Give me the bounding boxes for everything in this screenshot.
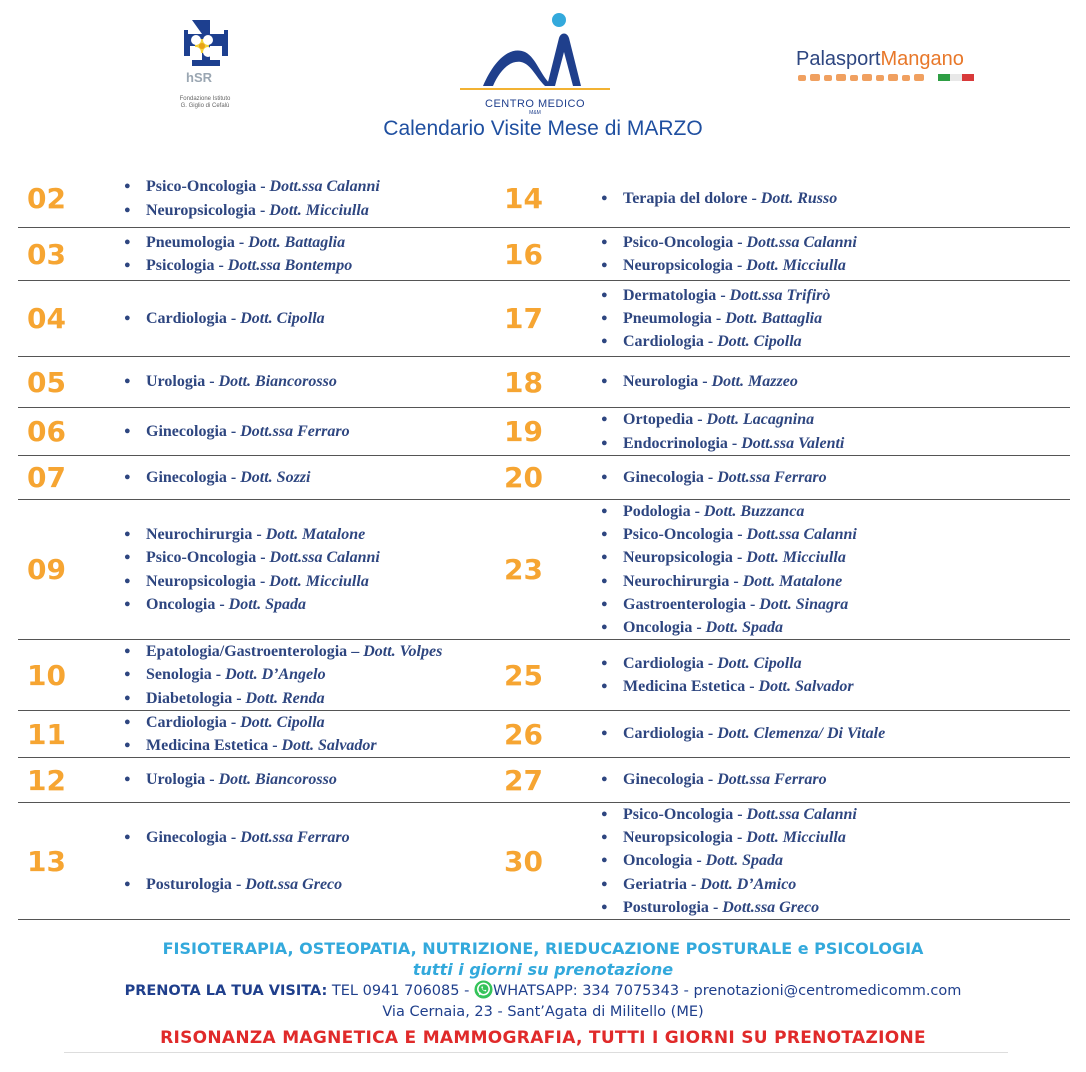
specialty: Gastroenterologia — [623, 595, 746, 613]
calendar-row — [18, 357, 1070, 408]
visit-item — [601, 768, 1070, 791]
separator: - — [686, 875, 701, 893]
calendar-cell-left — [18, 500, 500, 639]
separator: - — [226, 309, 241, 327]
calendar-cell-left — [18, 228, 500, 280]
doctor-name: Dott. Buzzanca — [703, 502, 805, 520]
doctor-name: Dott.ssa Trifirò — [729, 286, 831, 304]
whatsapp-icon — [474, 980, 493, 999]
calendar-cell-left — [18, 170, 500, 227]
visit-item — [601, 593, 1070, 616]
calendar-cell-right — [500, 408, 1070, 455]
visit-item — [124, 370, 500, 393]
day-number: 03 — [27, 237, 66, 271]
visit-list — [601, 466, 1070, 489]
visit-item — [601, 284, 1070, 307]
hsr-caption-line2: G. Giglio di Cefalù — [180, 103, 230, 109]
doctor-name: Dott. Volpes — [363, 643, 443, 661]
address-line: Via Cernaia, 23 - Sant’Agata di Militello (ME) — [382, 1004, 704, 1020]
doctor-name: Dott. Battaglia — [248, 233, 346, 251]
specialty: Diabetologia — [146, 689, 233, 707]
visit-list — [124, 307, 500, 330]
separator: - — [234, 233, 249, 251]
specialty: Posturologia — [146, 876, 232, 893]
specialty: Neurochirurgia — [146, 526, 253, 544]
visit-list — [601, 652, 1070, 698]
booking-phone: TEL 0941 706085 - — [331, 983, 470, 999]
separator: - — [733, 233, 747, 251]
visit-item — [124, 734, 500, 757]
visit-item — [601, 466, 1070, 489]
separator: - — [256, 178, 270, 196]
separator: - — [729, 572, 743, 590]
day-number: 27 — [504, 763, 543, 797]
calendar-cell-right — [500, 228, 1070, 280]
visit-item — [601, 873, 1070, 896]
visit-list — [124, 523, 500, 616]
centro-medico-name: CENTRO MEDICO — [485, 98, 585, 110]
separator: - — [226, 468, 241, 486]
visit-item — [601, 408, 1070, 431]
visit-item — [601, 896, 1070, 919]
doctor-name: Dott. D’Angelo — [225, 666, 326, 684]
separator: - — [205, 373, 219, 391]
doctor-name: Dott. Spada — [705, 852, 784, 870]
day-number: 26 — [504, 717, 543, 751]
specialty: Podologia — [623, 502, 691, 520]
specialty: Pneumologia — [623, 309, 712, 327]
visit-item — [124, 687, 500, 710]
visit-item — [601, 803, 1070, 826]
specialty: Dermatologia — [623, 286, 717, 304]
visit-item — [124, 711, 500, 734]
page-footer — [0, 938, 1086, 1053]
specialty: Medicina Estetica — [146, 737, 269, 754]
specialty: Senologia — [146, 666, 212, 684]
visit-item — [124, 523, 500, 546]
booking-label: PRENOTA LA TUA VISITA: — [124, 983, 328, 999]
visit-list — [601, 370, 1070, 393]
visit-list — [124, 640, 500, 710]
visit-list — [124, 175, 500, 221]
doctor-name: Dott. Biancorosso — [218, 373, 337, 391]
visit-item — [601, 826, 1070, 849]
doctor-name: Dott. Micciulla — [746, 257, 846, 274]
specialty: Psico-Oncologia — [146, 549, 257, 567]
specialty: Neuropsicologia — [623, 829, 733, 847]
visit-item — [124, 254, 500, 277]
visit-item — [124, 570, 500, 593]
calendar-cell-left — [18, 803, 500, 919]
calendar-row — [18, 281, 1070, 357]
visit-list — [601, 284, 1070, 354]
calendar-row — [18, 758, 1070, 803]
palasport-name: Palasport — [796, 48, 881, 70]
day-number: 04 — [27, 302, 66, 335]
visit-list — [124, 826, 500, 896]
visit-list — [124, 768, 500, 791]
specialty: Medicina Estetica — [623, 678, 746, 695]
day-number: 20 — [504, 461, 543, 494]
visit-item — [124, 873, 500, 896]
doctor-name: Dott. Sozzi — [240, 468, 311, 486]
visit-item — [601, 546, 1070, 569]
separator: - — [711, 309, 726, 327]
separator: - — [745, 678, 759, 695]
separator: - — [215, 595, 229, 613]
hsr-caption-line1: Fondazione Istituto — [179, 96, 231, 102]
separator: - — [205, 771, 219, 789]
visit-item — [124, 307, 500, 330]
separator: - — [690, 502, 704, 520]
separator: - — [703, 468, 718, 486]
calendar-cell-right — [500, 170, 1070, 227]
page-title: Calendario Visite Mese di MARZO — [383, 117, 703, 140]
day-number: 12 — [27, 763, 66, 797]
visit-item — [601, 370, 1070, 393]
separator: - — [732, 257, 747, 274]
doctor-name: Dott. Spada — [228, 595, 307, 613]
bottom-divider — [64, 1052, 1008, 1053]
visit-list — [601, 768, 1070, 791]
calendar-cell-left — [18, 640, 500, 710]
calendar-cell-left — [18, 456, 500, 499]
doctor-name: Dott.ssa Bontempo — [227, 257, 353, 274]
separator: - — [733, 526, 747, 544]
doctor-name: Dott.ssa Calanni — [746, 233, 857, 251]
separator: - — [727, 434, 742, 452]
doctor-name: Dott. Cipolla — [240, 713, 325, 731]
separator: - — [708, 898, 723, 916]
separator: - — [255, 201, 270, 219]
visit-list — [601, 187, 1070, 210]
doctor-name: Dott. Sinagra — [759, 595, 849, 613]
doctor-name: Dott.ssa Ferraro — [240, 828, 350, 846]
visit-item — [601, 523, 1070, 546]
visit-item — [601, 307, 1070, 330]
calendar-row — [18, 640, 1070, 711]
doctor-name: Dott.ssa Calanni — [746, 806, 857, 823]
specialty: Geriatria — [623, 875, 687, 893]
visit-item — [124, 826, 500, 849]
day-number: 05 — [27, 365, 66, 399]
day-number: 09 — [27, 553, 66, 586]
specialty: Ginecologia — [146, 828, 227, 846]
doctor-name: Dott. Salvador — [758, 678, 854, 695]
specialty: Psico-Oncologia — [623, 233, 734, 251]
visit-item — [601, 330, 1070, 353]
visit-item — [124, 640, 500, 663]
day-number: 10 — [27, 658, 66, 692]
day-number: 30 — [504, 844, 543, 878]
separator: - — [231, 876, 246, 893]
separator: – — [347, 643, 364, 661]
specialty: Psico-Oncologia — [146, 178, 257, 196]
visit-item — [601, 432, 1070, 455]
separator: - — [703, 725, 718, 743]
doctor-name: Dott. Cipolla — [717, 654, 802, 672]
separator: - — [703, 333, 718, 351]
day-number: 23 — [504, 553, 543, 586]
doctor-name: Dott. Spada — [705, 618, 784, 636]
specialty: Ginecologia — [623, 468, 704, 486]
separator: - — [698, 373, 712, 391]
visit-item — [601, 652, 1070, 675]
specialty: Urologia — [146, 373, 206, 391]
specialty: Ginecologia — [623, 771, 704, 789]
separator: - — [268, 737, 282, 754]
specialty: Neuropsicologia — [146, 201, 256, 219]
visit-item — [124, 466, 500, 489]
booking-line — [0, 980, 1086, 1002]
doctor-name: Dott. Micciulla — [746, 829, 846, 847]
visit-item — [601, 187, 1070, 210]
specialty: Psicologia — [146, 257, 215, 274]
visit-list — [601, 500, 1070, 639]
specialty: Ortopedia — [623, 411, 694, 429]
mri-line: RISONANZA MAGNETICA E MAMMOGRAFIA, TUTTI I GIORNI SU PRENOTAZIONE — [160, 1028, 926, 1048]
hsr-letters: hSR — [186, 70, 212, 85]
calendar-cell-right — [500, 803, 1070, 919]
specialty: Neurologia — [623, 373, 699, 391]
calendar-row — [18, 456, 1070, 500]
doctor-name: Dott.ssa Ferraro — [240, 422, 350, 440]
specialty: Cardiologia — [623, 725, 704, 743]
visit-list — [601, 803, 1070, 919]
separator: - — [692, 618, 706, 636]
day-number: 13 — [27, 844, 66, 878]
specialty: Ginecologia — [146, 468, 227, 486]
day-number: 18 — [504, 365, 543, 399]
doctor-name: Dott.ssa Valenti — [741, 434, 845, 452]
separator: - — [226, 422, 241, 440]
doctor-name: Dott. D’Amico — [700, 875, 797, 893]
specialty: Cardiologia — [623, 333, 704, 351]
day-number: 02 — [27, 182, 66, 215]
specialty: Posturologia — [623, 898, 709, 916]
calendar-cell-right — [500, 711, 1070, 757]
palasport-stripes-graphic — [796, 71, 986, 85]
calendar-cell-right — [500, 500, 1070, 639]
doctor-name: Dott. Matalone — [742, 572, 843, 590]
day-number: 11 — [27, 717, 66, 751]
separator: - — [733, 806, 747, 823]
visit-list — [124, 370, 500, 393]
doctor-name: Dott. Micciulla — [746, 549, 846, 567]
specialty: Psico-Oncologia — [623, 806, 734, 823]
services-subline: tutti i giorni su prenotazione — [412, 960, 674, 979]
visit-list — [124, 711, 500, 757]
day-number: 07 — [27, 461, 66, 494]
visit-item — [124, 231, 500, 254]
mangano-name: Mangano — [880, 48, 964, 70]
calendar-cell-right — [500, 640, 1070, 710]
calendar-row — [18, 500, 1070, 640]
calendar-cell-right — [500, 357, 1070, 407]
calendar-cell-left — [18, 758, 500, 802]
doctor-name: Dott. Biancorosso — [218, 771, 337, 789]
specialty: Epatologia/Gastroenterologia — [146, 643, 348, 661]
day-number: 19 — [504, 415, 543, 448]
visit-item — [601, 231, 1070, 254]
doctor-name: Dott. Cipolla — [717, 333, 802, 351]
calendar-cell-right — [500, 456, 1070, 499]
separator: - — [732, 829, 747, 847]
visit-item — [124, 546, 500, 569]
visit-item — [124, 420, 500, 443]
doctor-name: Dott. Russo — [760, 189, 838, 207]
separator: - — [226, 713, 241, 731]
doctor-name: Dott. Salvador — [281, 737, 377, 754]
calendar-cell-left — [18, 408, 500, 455]
separator: - — [745, 595, 760, 613]
calendar-cell-left — [18, 357, 500, 407]
separator: - — [255, 572, 270, 590]
visit-item — [601, 254, 1070, 277]
visit-item — [124, 663, 500, 686]
calendar-row — [18, 170, 1070, 228]
visit-item — [124, 593, 500, 616]
specialty: Neuropsicologia — [146, 572, 256, 590]
doctor-name: Dott. Renda — [245, 689, 325, 707]
visit-list — [124, 466, 500, 489]
separator: - — [693, 411, 707, 429]
day-number: 25 — [504, 658, 543, 692]
specialty: Neurochirurgia — [623, 572, 730, 590]
separator: - — [703, 771, 718, 789]
doctor-name: Dott.ssa Greco — [245, 876, 343, 893]
separator: - — [256, 549, 270, 567]
doctor-name: Dott. Lacagnina — [706, 411, 815, 429]
centro-medico-sub: M&M — [529, 110, 541, 116]
doctor-name: Dott.ssa Ferraro — [717, 468, 827, 486]
palasport-mangano-logo — [796, 48, 986, 88]
doctor-name: Dott.ssa Ferraro — [717, 771, 827, 789]
day-number: 06 — [27, 415, 66, 448]
specialty: Terapia del dolore — [623, 189, 748, 207]
booking-whatsapp: WHATSAPP: 334 7075343 - — [492, 983, 689, 999]
doctor-name: Dott.ssa Calanni — [269, 549, 380, 567]
visit-list — [601, 231, 1070, 277]
separator: - — [732, 549, 747, 567]
separator: - — [214, 257, 228, 274]
specialty: Oncologia — [623, 618, 693, 636]
centro-medico-logo — [455, 8, 615, 116]
separator: - — [211, 666, 226, 684]
visit-list — [124, 420, 500, 443]
doctor-name: Dott.ssa Calanni — [269, 178, 380, 196]
specialty: Neuropsicologia — [623, 257, 733, 274]
doctor-name: Dott. Cipolla — [240, 309, 325, 327]
calendar-row — [18, 408, 1070, 456]
day-number: 16 — [504, 237, 543, 271]
separator: - — [703, 654, 718, 672]
specialty: Psico-Oncologia — [623, 526, 734, 544]
doctor-name: Dott. Battaglia — [725, 309, 823, 327]
specialty: Pneumologia — [146, 233, 235, 251]
specialty: Ginecologia — [146, 422, 227, 440]
hsr-logo — [172, 16, 236, 108]
visit-list — [601, 722, 1070, 745]
calendar-cell-right — [500, 281, 1070, 356]
calendar-row — [18, 803, 1070, 920]
doctor-name: Dott. Matalone — [265, 526, 366, 544]
doctor-name: Dott. Mazzeo — [711, 373, 798, 391]
visit-item — [124, 199, 500, 222]
specialty: Cardiologia — [146, 309, 227, 327]
visit-item — [124, 175, 500, 198]
separator: - — [252, 526, 266, 544]
visit-list — [601, 408, 1070, 454]
doctor-name: Dott. Clemenza/ Di Vitale — [717, 725, 886, 743]
specialty: Urologia — [146, 771, 206, 789]
day-number: 17 — [504, 302, 543, 335]
calendar-cell-left — [18, 281, 500, 356]
visit-item — [601, 849, 1070, 872]
page-header — [0, 0, 1086, 150]
visit-item — [601, 570, 1070, 593]
separator: - — [692, 852, 706, 870]
calendar-cell-left — [18, 711, 500, 757]
visits-calendar — [18, 170, 1070, 920]
calendar-row — [18, 711, 1070, 758]
visit-item — [124, 768, 500, 791]
separator: - — [232, 689, 246, 707]
specialty: Cardiologia — [623, 654, 704, 672]
visit-list — [124, 231, 500, 277]
doctor-name: Dott. Micciulla — [269, 201, 369, 219]
visit-item — [601, 675, 1070, 698]
services-line: FISIOTERAPIA, OSTEOPATIA, NUTRIZIONE, RIEDUCAZIONE POSTURALE e PSICOLOGIA — [162, 939, 924, 958]
separator: - — [716, 286, 730, 304]
calendar-row — [18, 228, 1070, 281]
specialty: Oncologia — [623, 852, 693, 870]
specialty: Cardiologia — [146, 713, 227, 731]
booking-email[interactable]: prenotazioni@centromedicomm.com — [693, 983, 962, 999]
doctor-name: Dott.ssa Greco — [722, 898, 820, 916]
specialty: Neuropsicologia — [623, 549, 733, 567]
calendar-cell-right — [500, 758, 1070, 802]
separator: - — [226, 828, 241, 846]
doctor-name: Dott.ssa Calanni — [746, 526, 857, 544]
day-number: 14 — [504, 182, 543, 215]
separator: - — [747, 189, 761, 207]
specialty: Oncologia — [146, 595, 216, 613]
doctor-name: Dott. Micciulla — [269, 572, 369, 590]
specialty: Endocrinologia — [623, 434, 728, 452]
visit-item — [601, 616, 1070, 639]
visit-item — [601, 722, 1070, 745]
visit-item — [601, 500, 1070, 523]
